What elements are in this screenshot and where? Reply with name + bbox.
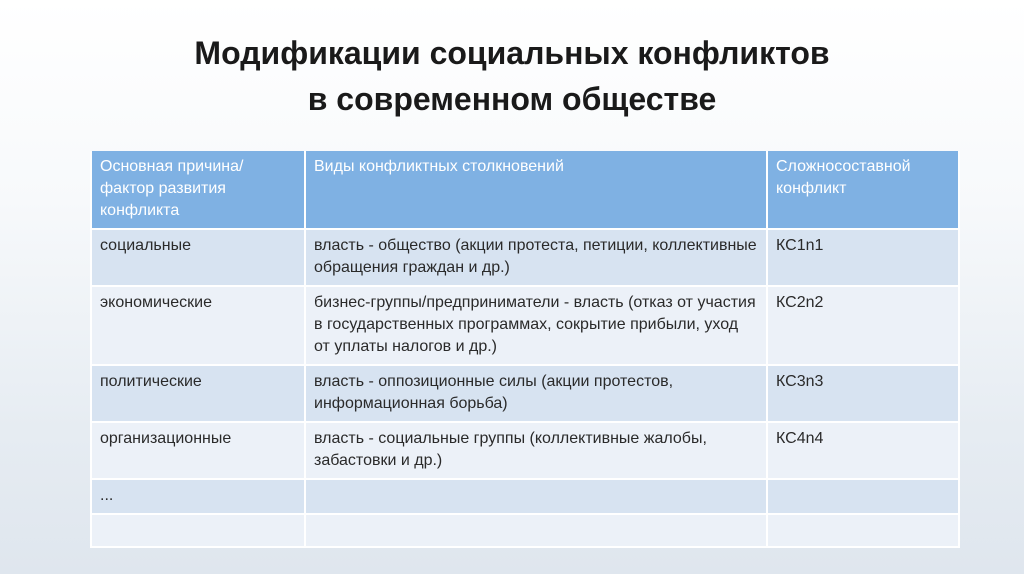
header-complex-conflict: Сложносоставной конфликт bbox=[767, 151, 959, 229]
header-cause: Основная причина/ фактор развития конфликта bbox=[91, 151, 305, 229]
table-row bbox=[91, 229, 959, 286]
header-conflict-types: Виды конфликтных столкновений bbox=[305, 151, 767, 229]
cell-complex-conflict: КС1n1 bbox=[767, 229, 959, 286]
table-header-row bbox=[91, 151, 959, 229]
table-row bbox=[91, 514, 959, 547]
cell-complex-conflict: КС2n2 bbox=[767, 286, 959, 365]
cell-complex-conflict bbox=[767, 479, 959, 514]
cell-cause bbox=[91, 514, 305, 547]
cell-conflict-types: власть - оппозиционные силы (акции протестов, информационная борьба) bbox=[305, 365, 767, 422]
table-row bbox=[91, 365, 959, 422]
cell-complex-conflict bbox=[767, 514, 959, 547]
table-row bbox=[91, 286, 959, 365]
cell-complex-conflict: КС4n4 bbox=[767, 422, 959, 479]
conflict-table bbox=[90, 151, 960, 548]
cell-conflict-types: власть - социальные группы (коллективные жалобы, забастовки и др.) bbox=[305, 422, 767, 479]
cell-cause: политические bbox=[91, 365, 305, 422]
title-line-1: Модификации социальных конфликтов bbox=[194, 35, 830, 71]
cell-conflict-types: бизнес-группы/предприниматели - власть (отказ от участия в государственных программах, сокрытие прибыли, уход от уплаты налогов и др.) bbox=[305, 286, 767, 365]
cell-cause: экономические bbox=[91, 286, 305, 365]
cell-conflict-types bbox=[305, 514, 767, 547]
cell-cause: ... bbox=[91, 479, 305, 514]
table-row bbox=[91, 479, 959, 514]
cell-complex-conflict: КС3n3 bbox=[767, 365, 959, 422]
cell-conflict-types bbox=[305, 479, 767, 514]
page-title bbox=[0, 30, 1024, 122]
title-line-2: в современном обществе bbox=[307, 81, 717, 117]
cell-cause: социальные bbox=[91, 229, 305, 286]
table-row bbox=[91, 422, 959, 479]
cell-conflict-types: власть - общество (акции протеста, петиции, коллективные обращения граждан и др.) bbox=[305, 229, 767, 286]
cell-cause: организационные bbox=[91, 422, 305, 479]
